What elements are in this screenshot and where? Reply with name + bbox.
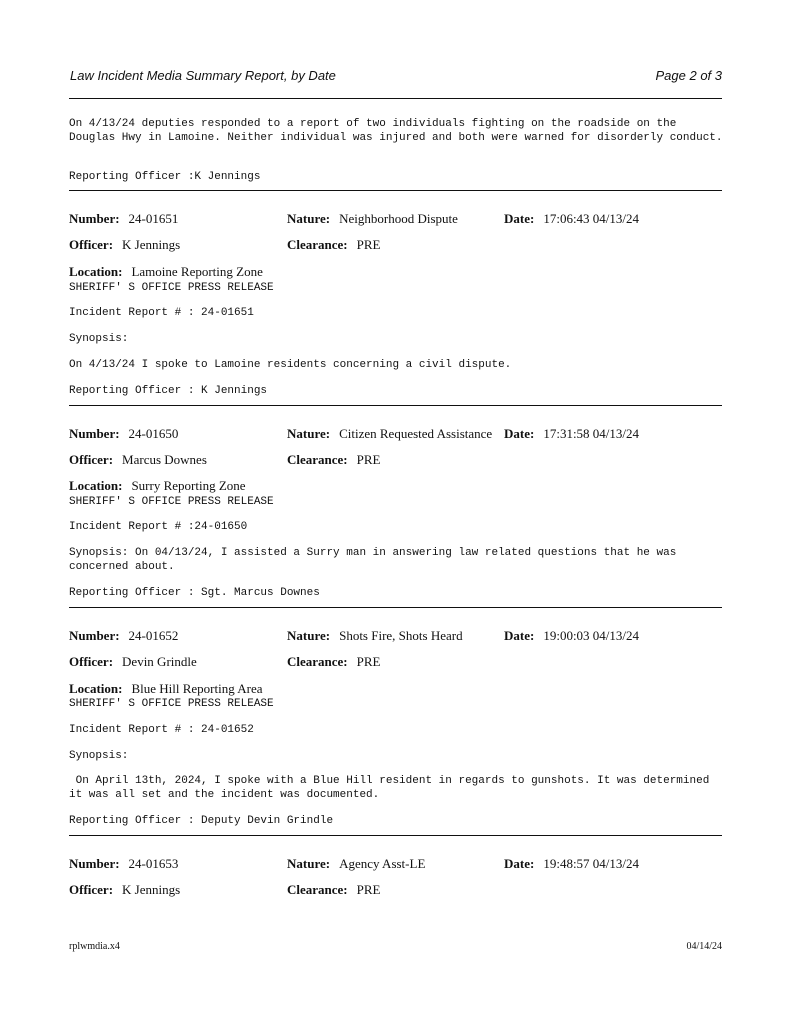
date-field — [504, 856, 639, 871]
date-label: Date: — [504, 856, 535, 871]
clearance-field — [287, 237, 380, 252]
number-field — [69, 211, 178, 226]
location-field — [69, 478, 246, 493]
date-value: 17:06:43 04/13/24 — [543, 211, 640, 226]
number-label: Number: — [69, 628, 120, 643]
officer-field — [69, 452, 207, 467]
nature-field — [287, 628, 463, 643]
clearance-field — [287, 882, 380, 897]
carryover-synopsis: On 4/13/24 deputies responded to a report of two individuals fighting on the roadside on the Douglas Hwy in Lamoine. Neither individual was injured and both were warned for disorderly conduct. — [69, 118, 723, 144]
nature-label: Nature: — [287, 211, 331, 226]
officer-label: Officer: — [69, 654, 114, 669]
date-value: 17:31:58 04/13/24 — [543, 426, 640, 441]
clearance-value: PRE — [356, 452, 381, 467]
synopsis-text: Synopsis: On 04/13/24, I assisted a Surry man in answering law related questions that he was concerned about. — [69, 547, 683, 573]
nature-value: Agency Asst-LE — [339, 856, 426, 871]
officer-field — [69, 882, 180, 897]
report-title: Law Incident Media Summary Report, by Date — [70, 68, 336, 83]
nature-label: Nature: — [287, 426, 331, 441]
clearance-label: Clearance: — [287, 452, 348, 467]
clearance-value: PRE — [356, 237, 381, 252]
date-field — [504, 628, 639, 643]
clearance-field — [287, 452, 380, 467]
nature-label: Nature: — [287, 628, 331, 643]
number-value: 24-01652 — [128, 628, 179, 643]
date-label: Date: — [504, 211, 535, 226]
reporting-officer: Reporting Officer : Deputy Devin Grindle — [69, 815, 334, 827]
clearance-label: Clearance: — [287, 882, 348, 897]
date-value: 19:00:03 04/13/24 — [543, 628, 640, 643]
header-rule — [69, 98, 722, 99]
footer-report-code: rplwmdia.x4 — [69, 941, 120, 952]
number-label: Number: — [69, 856, 120, 871]
officer-field — [69, 654, 197, 669]
reporting-officer: Reporting Officer : K Jennings — [69, 385, 268, 397]
number-value: 24-01651 — [128, 211, 179, 226]
officer-value: Devin Grindle — [122, 654, 197, 669]
number-label: Number: — [69, 211, 120, 226]
date-field — [504, 426, 639, 441]
date-label: Date: — [504, 426, 535, 441]
location-value: Surry Reporting Zone — [131, 478, 246, 493]
section-rule — [69, 405, 722, 406]
officer-label: Officer: — [69, 452, 114, 467]
number-field — [69, 856, 178, 871]
officer-label: Officer: — [69, 882, 114, 897]
synopsis-label: Synopsis: — [69, 333, 129, 345]
press-release-heading: SHERIFF' S OFFICE PRESS RELEASE — [69, 496, 274, 508]
location-field — [69, 681, 263, 696]
officer-label: Officer: — [69, 237, 114, 252]
press-release-heading: SHERIFF' S OFFICE PRESS RELEASE — [69, 282, 274, 294]
nature-field — [287, 856, 425, 871]
nature-label: Nature: — [287, 856, 331, 871]
clearance-value: PRE — [356, 882, 381, 897]
officer-value: Marcus Downes — [122, 452, 207, 467]
date-value: 19:48:57 04/13/24 — [543, 856, 640, 871]
location-label: Location: — [69, 478, 123, 493]
synopsis-text: On 4/13/24 I spoke to Lamoine residents concerning a civil dispute. — [69, 359, 512, 371]
nature-value: Citizen Requested Assistance — [339, 426, 493, 441]
date-label: Date: — [504, 628, 535, 643]
section-rule — [69, 835, 722, 836]
synopsis-text: On April 13th, 2024, I spoke with a Blue Hill resident in regards to gunshots. It was determined it was all set and the incident was documented. — [69, 775, 716, 801]
location-label: Location: — [69, 264, 123, 279]
page-number: Page 2 of 3 — [655, 68, 722, 83]
reporting-officer: Reporting Officer : Sgt. Marcus Downes — [69, 587, 320, 599]
officer-value: K Jennings — [122, 237, 181, 252]
press-release-heading: SHERIFF' S OFFICE PRESS RELEASE — [69, 698, 274, 710]
nature-field — [287, 211, 458, 226]
clearance-label: Clearance: — [287, 237, 348, 252]
location-label: Location: — [69, 681, 123, 696]
location-value: Blue Hill Reporting Area — [131, 681, 263, 696]
synopsis-label: Synopsis: — [69, 750, 129, 762]
date-field — [504, 211, 639, 226]
incident-report-number: Incident Report # : 24-01652 — [69, 724, 254, 736]
nature-value: Neighborhood Dispute — [339, 211, 458, 226]
number-field — [69, 426, 178, 441]
incident-report-number: Incident Report # : 24-01651 — [69, 307, 254, 319]
carryover-reporting-officer: Reporting Officer :K Jennings — [69, 171, 261, 183]
footer-print-date: 04/14/24 — [686, 941, 722, 952]
number-value: 24-01650 — [128, 426, 179, 441]
clearance-field — [287, 654, 380, 669]
section-rule — [69, 190, 722, 191]
clearance-label: Clearance: — [287, 654, 348, 669]
location-field — [69, 264, 263, 279]
nature-field — [287, 426, 492, 441]
officer-field — [69, 237, 180, 252]
number-value: 24-01653 — [128, 856, 179, 871]
officer-value: K Jennings — [122, 882, 181, 897]
clearance-value: PRE — [356, 654, 381, 669]
nature-value: Shots Fire, Shots Heard — [339, 628, 463, 643]
location-value: Lamoine Reporting Zone — [131, 264, 263, 279]
number-label: Number: — [69, 426, 120, 441]
incident-report-number: Incident Report # :24-01650 — [69, 521, 248, 533]
section-rule — [69, 607, 722, 608]
number-field — [69, 628, 178, 643]
